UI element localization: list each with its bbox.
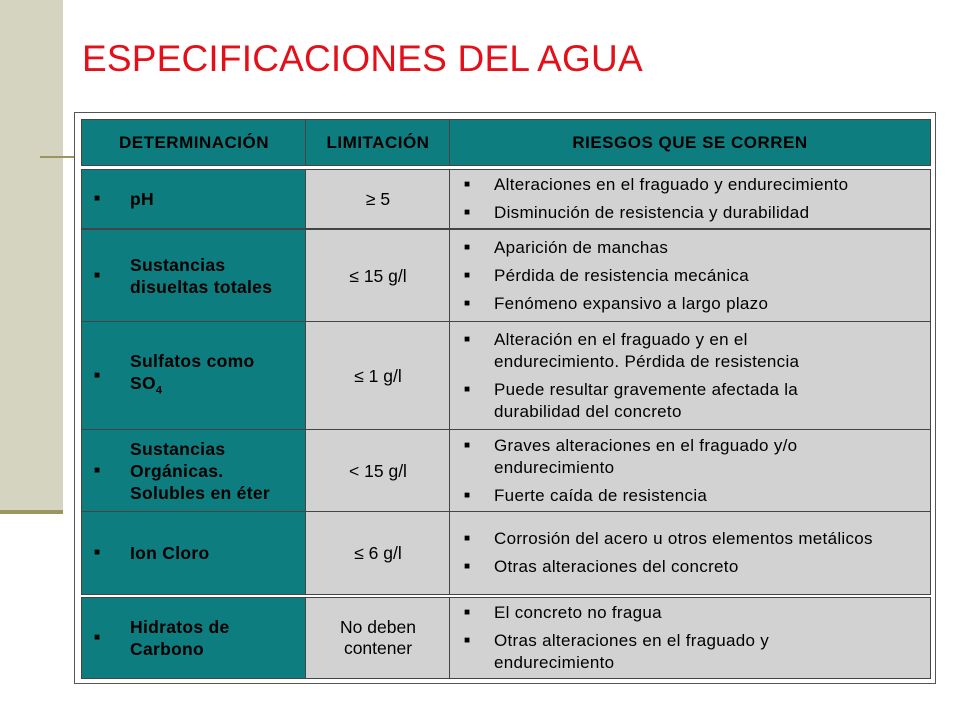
determination-label: Sustancias disueltas totales [130,255,273,297]
header-limitacion: LIMITACIÓN [305,119,451,166]
table-row-determination [81,511,307,595]
risk-text: Graves alteraciones en el fraguado y/o endurecimiento [494,436,798,477]
risk-text: Otras alteraciones del concreto [494,557,739,576]
risk-text: Otras alteraciones en el fraguado y endurecimiento [494,631,770,672]
risk-text: Corrosión del acero u otros elementos metálicos [494,529,873,548]
decorative-side-bar [0,0,63,512]
risk-list [449,511,931,595]
slide-title: ESPECIFICACIONES DEL AGUA [82,38,643,79]
risk-text: Alteración en el fraguado y en el endurecimiento. Pérdida de resistencia [494,330,800,371]
risk-list [449,597,931,679]
determination-label [130,350,290,402]
square-bullet-icon: ■ [94,632,101,643]
determination-text: Sulfatos como SO [130,351,255,394]
risk-item [464,528,930,550]
risk-item [464,435,930,479]
determination-label: pH [130,189,154,209]
risk-text: Disminución de resistencia y durabilidad [494,203,810,222]
risk-text: Fenómeno expansivo a largo plazo [494,294,769,313]
square-bullet-icon: ■ [464,635,471,646]
limitation-text: No deben contener [340,617,416,658]
square-bullet-icon: ■ [464,334,471,345]
subscript: 4 [155,384,163,397]
limitation-value: < 15 g/l [305,429,451,513]
square-bullet-icon: ■ [464,440,471,451]
risk-text: Alteraciones en el fraguado y endurecimiento [494,175,849,194]
risk-list [449,429,931,513]
risk-item [464,485,930,507]
table-row-determination [81,169,307,229]
limitation-value: ≤ 6 g/l [305,511,451,595]
risk-list [449,169,931,229]
risk-item [464,237,930,259]
risk-item [464,329,930,373]
limitation-value: ≤ 1 g/l [305,321,451,431]
table-row-determination [81,429,307,513]
limitation-value: ≤ 15 g/l [305,229,451,323]
table-row-determination [81,229,307,323]
square-bullet-icon: ■ [464,384,471,395]
square-bullet-icon: ■ [464,207,471,218]
limitation-value [305,597,451,679]
risk-text: Fuerte caída de resistencia [494,486,708,505]
spec-table [74,112,936,684]
risk-list [449,229,931,323]
risk-list [449,321,931,431]
table-row-determination [81,321,307,431]
risk-item [464,202,930,224]
square-bullet-icon: ■ [94,270,101,281]
risk-item [464,174,930,196]
limitation-value: ≥ 5 [305,169,451,229]
square-bullet-icon: ■ [464,607,471,618]
square-bullet-icon: ■ [464,242,471,253]
square-bullet-icon: ■ [464,490,471,501]
square-bullet-icon: ■ [94,370,101,381]
risk-text: Pérdida de resistencia mecánica [494,266,749,285]
risk-item [464,379,930,423]
header-riesgos: RIESGOS QUE SE CORREN [449,119,931,166]
square-bullet-icon: ■ [94,465,101,476]
determination-label: Hidratos de Carbono [130,617,230,659]
square-bullet-icon: ■ [464,179,471,190]
risk-text: Puede resultar gravemente afectada la durabilidad del concreto [494,380,799,421]
risk-item [464,265,930,287]
square-bullet-icon: ■ [464,270,471,281]
risk-item [464,556,930,578]
decorative-accent-line-bottom [0,510,63,514]
table-row-determination [81,597,307,679]
determination-label: Sustancias Orgánicas. Solubles en éter [130,439,270,503]
square-bullet-icon: ■ [464,533,471,544]
header-determinacion: DETERMINACIÓN [81,119,307,166]
square-bullet-icon: ■ [464,298,471,309]
risk-item [464,630,930,674]
risk-item [464,293,930,315]
risk-text: Aparición de manchas [494,238,669,257]
square-bullet-icon: ■ [94,193,101,204]
determination-label: Ion Cloro [130,543,210,563]
square-bullet-icon: ■ [464,561,471,572]
risk-item [464,602,930,624]
risk-text: El concreto no fragua [494,603,662,622]
square-bullet-icon: ■ [94,547,101,558]
